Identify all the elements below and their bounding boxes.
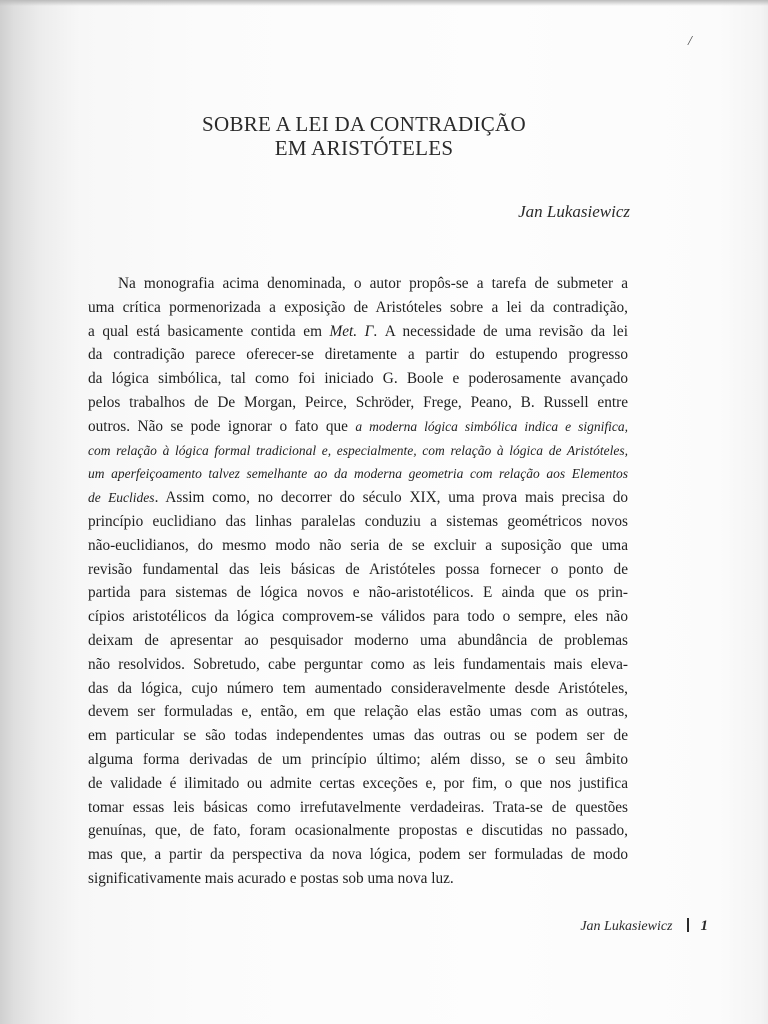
text-line bbox=[88, 320, 628, 344]
italic-run: de Euclides bbox=[88, 490, 155, 506]
text-line: alguma forma derivadas de um princípio último; além disso, se o seu âmbito bbox=[88, 750, 628, 768]
text-line: uma crítica pormenorizada a exposição de Aristóteles sobre a lei da contradição, bbox=[88, 298, 628, 316]
footer-author: Jan Lukasiewicz bbox=[580, 919, 673, 934]
text-line: princípio euclidiano das linhas paralelas conduziu a sistemas geométricos novos bbox=[88, 512, 628, 530]
text-line: devem ser formuladas e, então, em que relação elas estão umas com as outras, bbox=[88, 703, 628, 721]
text-line: mas que, a partir da perspectiva da nova lógica, podem ser formuladas de modo bbox=[88, 846, 628, 864]
text-line: tomar essas leis básicas como irrefutavelmente verdadeiras. Trata-se de questões bbox=[88, 798, 628, 816]
scan-edge-shadow bbox=[0, 0, 768, 6]
text-line: Na monografia acima denominada, o autor propôs-se a tarefa de submeter a bbox=[118, 275, 628, 292]
text-line bbox=[88, 462, 628, 486]
chapter-title-line-2: EM ARISTÓTELES bbox=[274, 136, 454, 160]
corner-pencil-mark: / bbox=[688, 34, 692, 49]
text-run: . Assim como, no decorrer do século XIX, uma prova mais precisa do bbox=[154, 489, 628, 507]
page-number: 1 bbox=[700, 918, 708, 934]
text-line: não-euclidianos, do mesmo modo não seria de se excluir a suposição que uma bbox=[88, 536, 628, 554]
text-run: a qual está basicamente contida em bbox=[88, 322, 330, 340]
text-line bbox=[88, 439, 628, 463]
chapter-title-line-1: SOBRE A LEI DA CONTRADIÇÃO bbox=[202, 112, 526, 136]
text-line: cípios aristotélicos da lógica comprovem-se válidos para todo o sempre, eles não bbox=[88, 608, 628, 626]
text-line: da contradição parece oferecer-se diretamente a partir do estupendo progresso bbox=[88, 346, 628, 364]
text-line: das da lógica, cujo número tem aumentado consideravelmente desde Aristóteles, bbox=[88, 679, 628, 697]
italic-run: Met. Γ bbox=[329, 322, 374, 340]
body-paragraph bbox=[88, 272, 628, 891]
text-line: deixam de apresentar ao pesquisador moderno uma abundância de problemas bbox=[88, 631, 628, 649]
text-run: outros. Não se pode ignorar o fato que bbox=[88, 417, 356, 435]
text-line: da lógica simbólica, tal como foi iniciado G. Boole e poderosamente avançado bbox=[88, 370, 628, 388]
text-line: em particular se são todas independentes umas das outras ou se podem ser de bbox=[88, 727, 628, 745]
italic-run: um aperfeiçoamento talvez semelhante ao da moderna geometria com relação aos Elementos bbox=[88, 466, 628, 482]
text-line: pelos trabalhos de De Morgan, Peirce, Schröder, Frege, Peano, B. Russell entre bbox=[88, 393, 628, 411]
text-line: não resolvidos. Sobretudo, cabe perguntar como as leis fundamentais mais eleva- bbox=[88, 655, 628, 673]
author-byline: Jan Lukasiewicz bbox=[518, 202, 630, 221]
text-line bbox=[88, 415, 628, 439]
text-line: significativamente mais acurado e postas sob uma nova luz. bbox=[88, 869, 454, 887]
text-line: de validade é ilimitado ou admite certas exceções e, por fim, o que nos justifica bbox=[88, 774, 628, 792]
text-run: . A necessidade de uma revisão da lei bbox=[373, 322, 628, 340]
text-line: partida para sistemas de lógica novos e não-aristotélicos. E ainda que os prin- bbox=[88, 584, 628, 602]
text-line: genuínas, que, de fato, foram ocasionalmente propostas e discutidas no passado, bbox=[88, 822, 628, 840]
italic-run: a moderna lógica simbólica indica e significa, bbox=[355, 418, 628, 434]
footer-separator bbox=[687, 918, 689, 932]
text-line bbox=[88, 486, 628, 510]
running-footer bbox=[580, 918, 708, 935]
italic-run: com relação à lógica formal tradicional e, especialmente, com relação à lógica de Aristóteles, bbox=[88, 442, 628, 458]
text-line: revisão fundamental das leis básicas de Aristóteles possa fornecer o ponto de bbox=[88, 560, 628, 578]
chapter-title bbox=[0, 112, 728, 160]
